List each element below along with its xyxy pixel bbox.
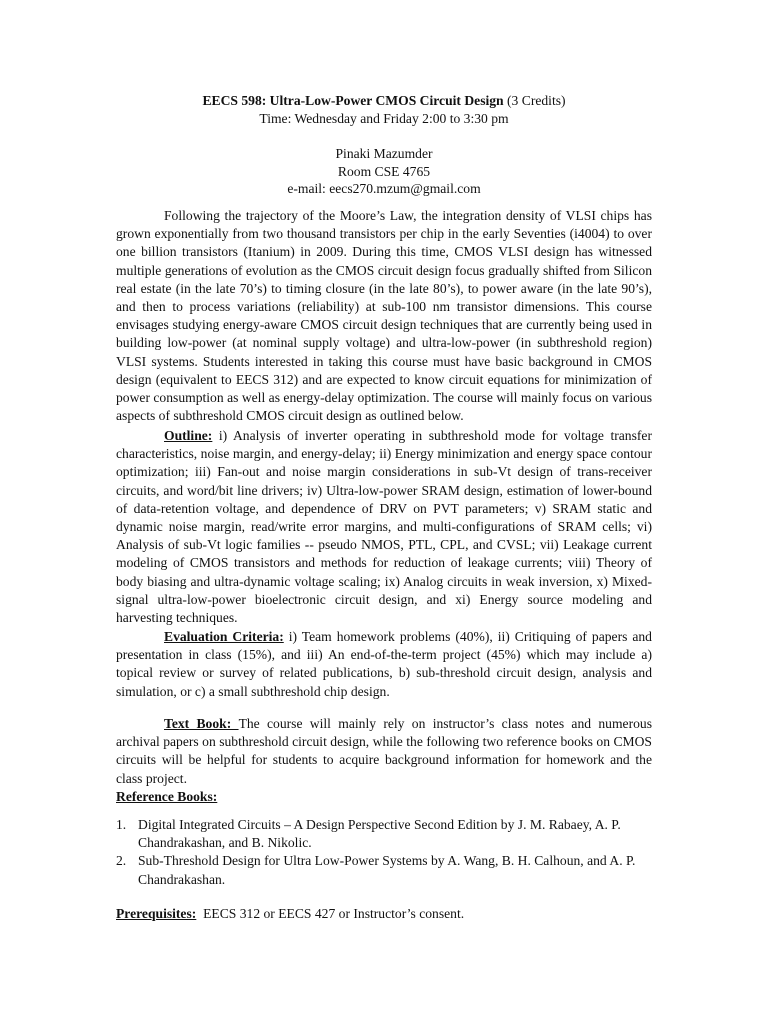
outline-text: i) Analysis of inverter operating in subthreshold mode for voltage transfer characteristics, noise margin, and energy-delay; ii) Energy minimization and energy space contour optimization; iii) Fan-out and noise margin considerations in sub-Vt design of trans-receiver circuits, and word/bit line drivers; iv) Ultra-low-power SRAM design, estimation of lower-bound of data-retention voltage, and dependence of DRV on PVT parameters; v) SRAM static and dynamic noise margin, read/write error margins, and multi-configurations of SRAM cells; vi) Analysis of sub-Vt logic families -- pseudo NMOS, PTL, CPL, and CVSL; vii) Leakage current modeling of CMOS transistors and methods for reduction of leakage currents; viii) Theory of body biasing and ultra-dynamic voltage scaling; ix) Analog circuits in weak inversion, x) Mixed-signal ultra-low-power bioelectronic circuit design, and xi) Energy source modeling and harvesting techniques. — [116, 428, 652, 626]
reference-books-list — [116, 816, 652, 889]
instructor-info — [0, 145, 768, 198]
instructor-email: e-mail: eecs270.mzum@gmail.com — [287, 181, 481, 196]
prerequisites-label: Prerequisites: — [116, 906, 197, 921]
intro-section — [116, 207, 652, 425]
course-time: Time: Wednesday and Friday 2:00 to 3:30 pm — [259, 110, 509, 126]
outline-label: Outline: — [164, 428, 213, 443]
prerequisites-section — [116, 905, 652, 923]
textbook-paragraph — [116, 715, 652, 788]
reference-books-heading: Reference Books: — [116, 789, 218, 804]
textbook-section — [116, 715, 652, 788]
evaluation-paragraph — [116, 628, 652, 701]
evaluation-label: Evaluation Criteria: — [164, 629, 284, 644]
evaluation-text: i) Team homework problems (40%), ii) Critiquing of papers and presentation in class (15%), and iii) An end-of-the-term project (45%) which may include a) topical review or survey of related publications, b) sub-threshold circuit design, analysis and simulation, or c) a small subthreshold chip design. — [116, 629, 652, 699]
textbook-label: Text Book: — [164, 716, 239, 731]
list-item-number: 2. — [116, 853, 127, 869]
textbook-text: The course will mainly rely on instructor’s class notes and numerous archival papers on subthreshold circuit design, while the following two reference books on CMOS circuits will be helpful for students to acquire background information for homework and the class project. — [116, 716, 652, 786]
list-item — [116, 816, 652, 852]
evaluation-section — [116, 628, 652, 701]
instructor-room: Room CSE 4765 — [337, 163, 431, 179]
list-item-text: Digital Integrated Circuits – A Design Perspective Second Edition by J. M. Rabaey, A. P. Chandrakashan, and B. Nikolic. — [138, 817, 621, 851]
intro-paragraph: Following the trajectory of the Moore’s Law, the integration density of VLSI chips has grown exponentially from two thousand transistors per chip in the early Seventies (i4004) to over one billion transistors (Itanium) in 2009. During this time, CMOS VLSI design has witnessed multiple generations of evolution as the CMOS circuit design focus gradually shifted from Silicon real estate (in the late 70’s) to timing closure (in the late 80’s), to power aware (in the late 90’s), and then to process variations (reliability) at sub-100 nm transistor dimensions. This course envisages studying energy-aware CMOS circuit design techniques that are currently being used in building low-power (at nominal supply voltage) and ultra-low-power (in subthreshold region) VLSI systems. Students interested in taking this course must have basic background in CMOS design (equivalent to EECS 312) and are expected to know circuit equations for minimization of power consumption as well as energy-delay optimization. The course will mainly focus on various aspects of subthreshold CMOS circuit design as outlined below. — [116, 208, 652, 424]
prerequisites-text: EECS 312 or EECS 427 or Instructor’s consent. — [196, 906, 465, 921]
course-title: EECS 598: Ultra-Low-Power CMOS Circuit Design — [202, 93, 504, 108]
course-header — [0, 92, 768, 127]
course-credits: (3 Credits) — [503, 93, 566, 108]
instructor-name: Pinaki Mazumder — [335, 146, 433, 161]
outline-paragraph — [116, 427, 652, 627]
list-item-text: Sub-Threshold Design for Ultra Low-Power Systems by A. Wang, B. H. Calhoun, and A. P. Chandrakashan. — [138, 853, 636, 887]
list-item-number: 1. — [116, 817, 127, 832]
outline-section — [116, 427, 652, 627]
list-item — [116, 852, 652, 888]
course-title-line — [0, 92, 768, 110]
